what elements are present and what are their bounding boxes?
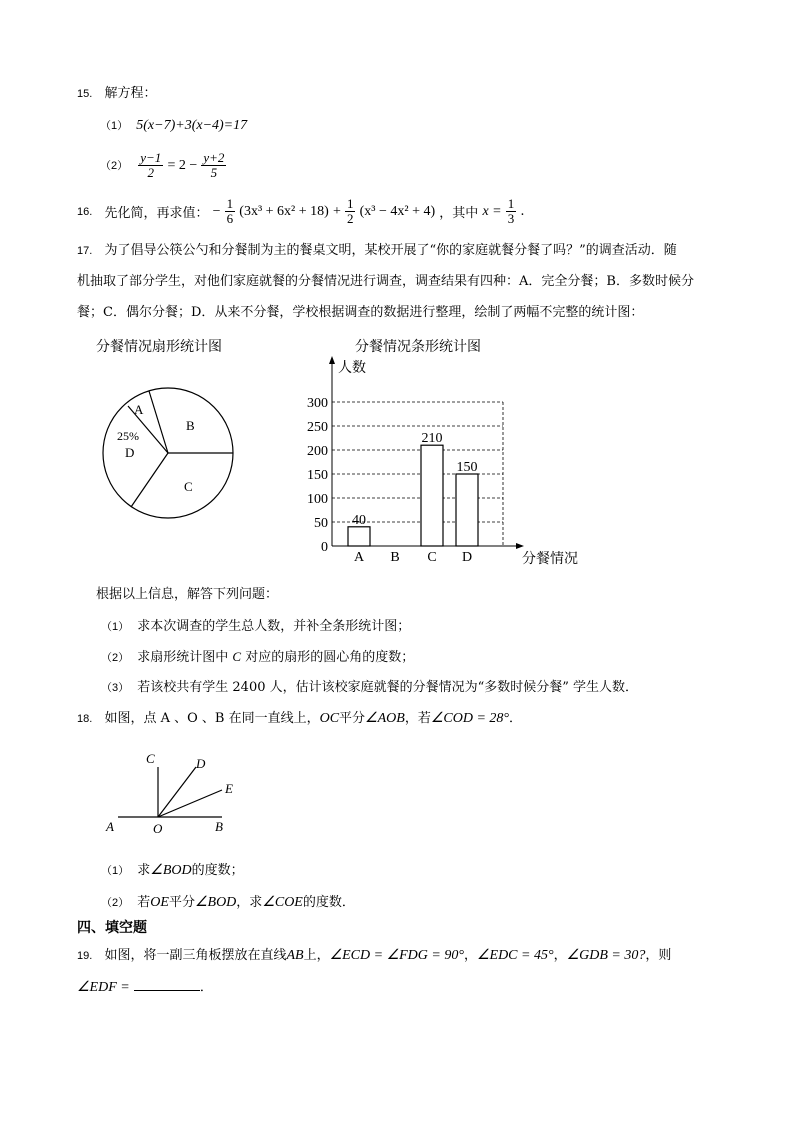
bar-d — [456, 474, 478, 546]
x-tick-label: C — [427, 550, 437, 565]
question-number: 19. — [77, 950, 93, 962]
part-label: （1） — [101, 621, 130, 633]
question-number: 15. — [77, 88, 93, 100]
sub-question-text: 的度数． — [302, 895, 355, 910]
sub-question-text: 平分 — [168, 895, 195, 910]
bar-chart-title: 分餐情况条形统计图 — [355, 339, 481, 355]
operator: = 2 − — [167, 158, 198, 173]
y-tick-label: 100 — [307, 492, 328, 507]
variable: C — [232, 649, 242, 664]
fraction — [201, 151, 226, 180]
label-o: O — [153, 821, 163, 836]
numerator: 1 — [507, 196, 515, 211]
label-b: B — [215, 819, 223, 834]
label-e: E — [225, 781, 233, 796]
bar-value-label: 210 — [421, 431, 443, 447]
pie-label-a: A — [134, 402, 144, 417]
q18-text: ． — [508, 711, 522, 726]
period: . — [520, 204, 525, 219]
q17-sub1 — [101, 615, 410, 634]
denominator: 6 — [226, 211, 234, 226]
expression: x = — [482, 204, 502, 219]
y-axis-arrow — [329, 356, 335, 364]
q17-line3: 餐；C．偶尔分餐；D．从来不分餐，学校根据调查的数据进行整理，绘制了两幅不完整的统计图： — [77, 305, 644, 320]
fraction — [225, 197, 236, 226]
y-tick-label: 300 — [307, 396, 328, 411]
q17-text: 为了倡导公筷公勺和分餐制为主的餐桌文明，某校开展了“你的家庭就餐分餐了吗？”的调查活动．随 — [104, 243, 677, 258]
question-number: 16. — [77, 206, 93, 218]
sub-question-text: 求本次调查的学生总人数，并补全条形统计图； — [137, 619, 411, 634]
sub-question-text: 求 — [137, 863, 151, 878]
y-tick-label: 250 — [307, 420, 328, 435]
q17-sub3 — [101, 676, 638, 695]
part-label: （1） — [101, 865, 130, 877]
q19-text: 上， — [303, 948, 330, 963]
angle: ∠EDC = 45° — [476, 948, 554, 963]
q16-prefix: 先化简，再求值： — [104, 206, 209, 221]
y-tick-label: 0 — [321, 540, 328, 555]
angle: ∠GDB = 30? — [566, 948, 646, 963]
operator: + — [332, 204, 341, 219]
angle-figure — [100, 745, 250, 840]
sub-question-text: ，求 — [236, 895, 263, 910]
denominator: 2 — [147, 165, 155, 180]
x-axis-arrow — [516, 543, 524, 549]
q15 — [77, 82, 156, 101]
pie-divider-ab — [149, 391, 168, 453]
part-label: （2） — [100, 160, 129, 172]
angle: ∠EDF = — [77, 980, 130, 995]
variable: AB — [286, 948, 304, 963]
x-tick-label: D — [461, 550, 473, 565]
q15-part2 — [100, 151, 226, 180]
expression: (x³ − 4x² + 4) — [359, 204, 436, 219]
part-label: （3） — [101, 682, 130, 694]
q18-text: ，若 — [404, 711, 431, 726]
variable: OC — [319, 711, 340, 726]
pie-title: 分餐情况扇形统计图 — [96, 339, 222, 355]
sub-question-text: 若该校共有学生 2400 人，估计该校家庭就餐的分餐情况为“多数时候分餐” 学生人数． — [137, 680, 639, 695]
angle: ∠COD = 28° — [430, 711, 509, 726]
q17-intro: 根据以上信息，解答下列问题： — [96, 587, 279, 602]
fraction — [345, 197, 356, 226]
bar-c — [421, 445, 443, 546]
variable: OE — [150, 895, 169, 910]
numerator: 1 — [226, 196, 234, 211]
x-tick-label: A — [353, 550, 365, 565]
q18 — [77, 707, 522, 727]
q15-title: 解方程： — [104, 86, 157, 101]
angle: ∠BOD — [150, 863, 192, 878]
x-axis-label: 分餐情况 — [522, 552, 578, 567]
fraction — [138, 151, 163, 180]
q18-text: 平分 — [339, 711, 366, 726]
equation: 5(x−7)+3(x−4)=17 — [136, 118, 248, 133]
numerator: y+2 — [203, 150, 225, 165]
q18-sub2 — [101, 891, 355, 911]
q18-text: 如图，点 A 、O 、B 在同一直线上， — [104, 711, 320, 726]
expression: (3x³ + 6x² + 18) — [239, 204, 329, 219]
bar-value-label: 150 — [456, 460, 478, 475]
sub-question-text: 若 — [137, 895, 151, 910]
denominator: 2 — [346, 211, 354, 226]
q19-text: 如图，将一副三角板摆放在直线 — [104, 948, 287, 963]
y-tick-label: 50 — [314, 516, 328, 531]
q17-line2: 机抽取了部分学生，对他们家庭就餐的分餐情况进行调查，调查结果有四种：A．完全分餐；B．多数时候分 — [77, 274, 694, 289]
q19-text: ，则 — [645, 948, 672, 963]
question-number: 17. — [77, 245, 93, 257]
angle: ∠AOB — [365, 711, 405, 726]
y-tick-label: 200 — [307, 444, 328, 459]
q19-line2 — [77, 976, 213, 996]
period: ． — [199, 980, 213, 995]
sub-question-text: 求扇形统计图中 — [137, 650, 229, 665]
numerator: 1 — [346, 196, 354, 211]
label-d: D — [196, 756, 206, 771]
fraction — [506, 197, 517, 226]
q19-text: ， — [463, 948, 477, 963]
answer-blank[interactable] — [134, 990, 200, 991]
q18-sub1 — [101, 859, 244, 879]
pie-label-d: D — [125, 445, 135, 460]
sub-question-text: 的度数； — [191, 863, 244, 878]
numerator: y−1 — [140, 150, 162, 165]
pie-pct-d: 25% — [117, 429, 139, 443]
pie-label-c: C — [184, 479, 193, 494]
q16-mid: ，其中 — [439, 206, 479, 221]
part-label: （2） — [101, 897, 130, 909]
part-label: （1） — [100, 120, 129, 132]
label-c: C — [146, 751, 155, 766]
sub-question-text: 对应的扇形的圆心角的度数； — [245, 650, 415, 665]
q19-text: ， — [553, 948, 567, 963]
q15-part1 — [100, 117, 247, 134]
operator: − — [212, 204, 221, 219]
denominator: 3 — [507, 211, 515, 226]
part-label: （2） — [101, 652, 130, 664]
section-heading: 四、填空题 — [77, 920, 147, 936]
x-tick-label: B — [390, 550, 400, 565]
question-number: 18. — [77, 713, 93, 725]
angle: ∠ECD = ∠FDG = 90° — [329, 948, 464, 963]
angle: ∠BOD — [194, 895, 237, 910]
pie-divider-cd — [131, 453, 168, 507]
y-axis-label: 人数 — [338, 361, 366, 376]
q17-line1 — [77, 239, 677, 258]
angle: ∠COE — [262, 895, 303, 910]
y-tick-label: 150 — [307, 468, 328, 483]
q17-sub2 — [101, 646, 414, 665]
bar-a — [348, 527, 370, 546]
pie-chart — [100, 385, 240, 525]
denominator: 5 — [210, 165, 218, 180]
q16 — [77, 197, 525, 226]
q19-line1 — [77, 944, 671, 964]
label-a: A — [106, 819, 114, 834]
pie-label-b: B — [186, 418, 195, 433]
bar-value-label: 40 — [352, 512, 366, 528]
bar-chart — [300, 356, 600, 576]
